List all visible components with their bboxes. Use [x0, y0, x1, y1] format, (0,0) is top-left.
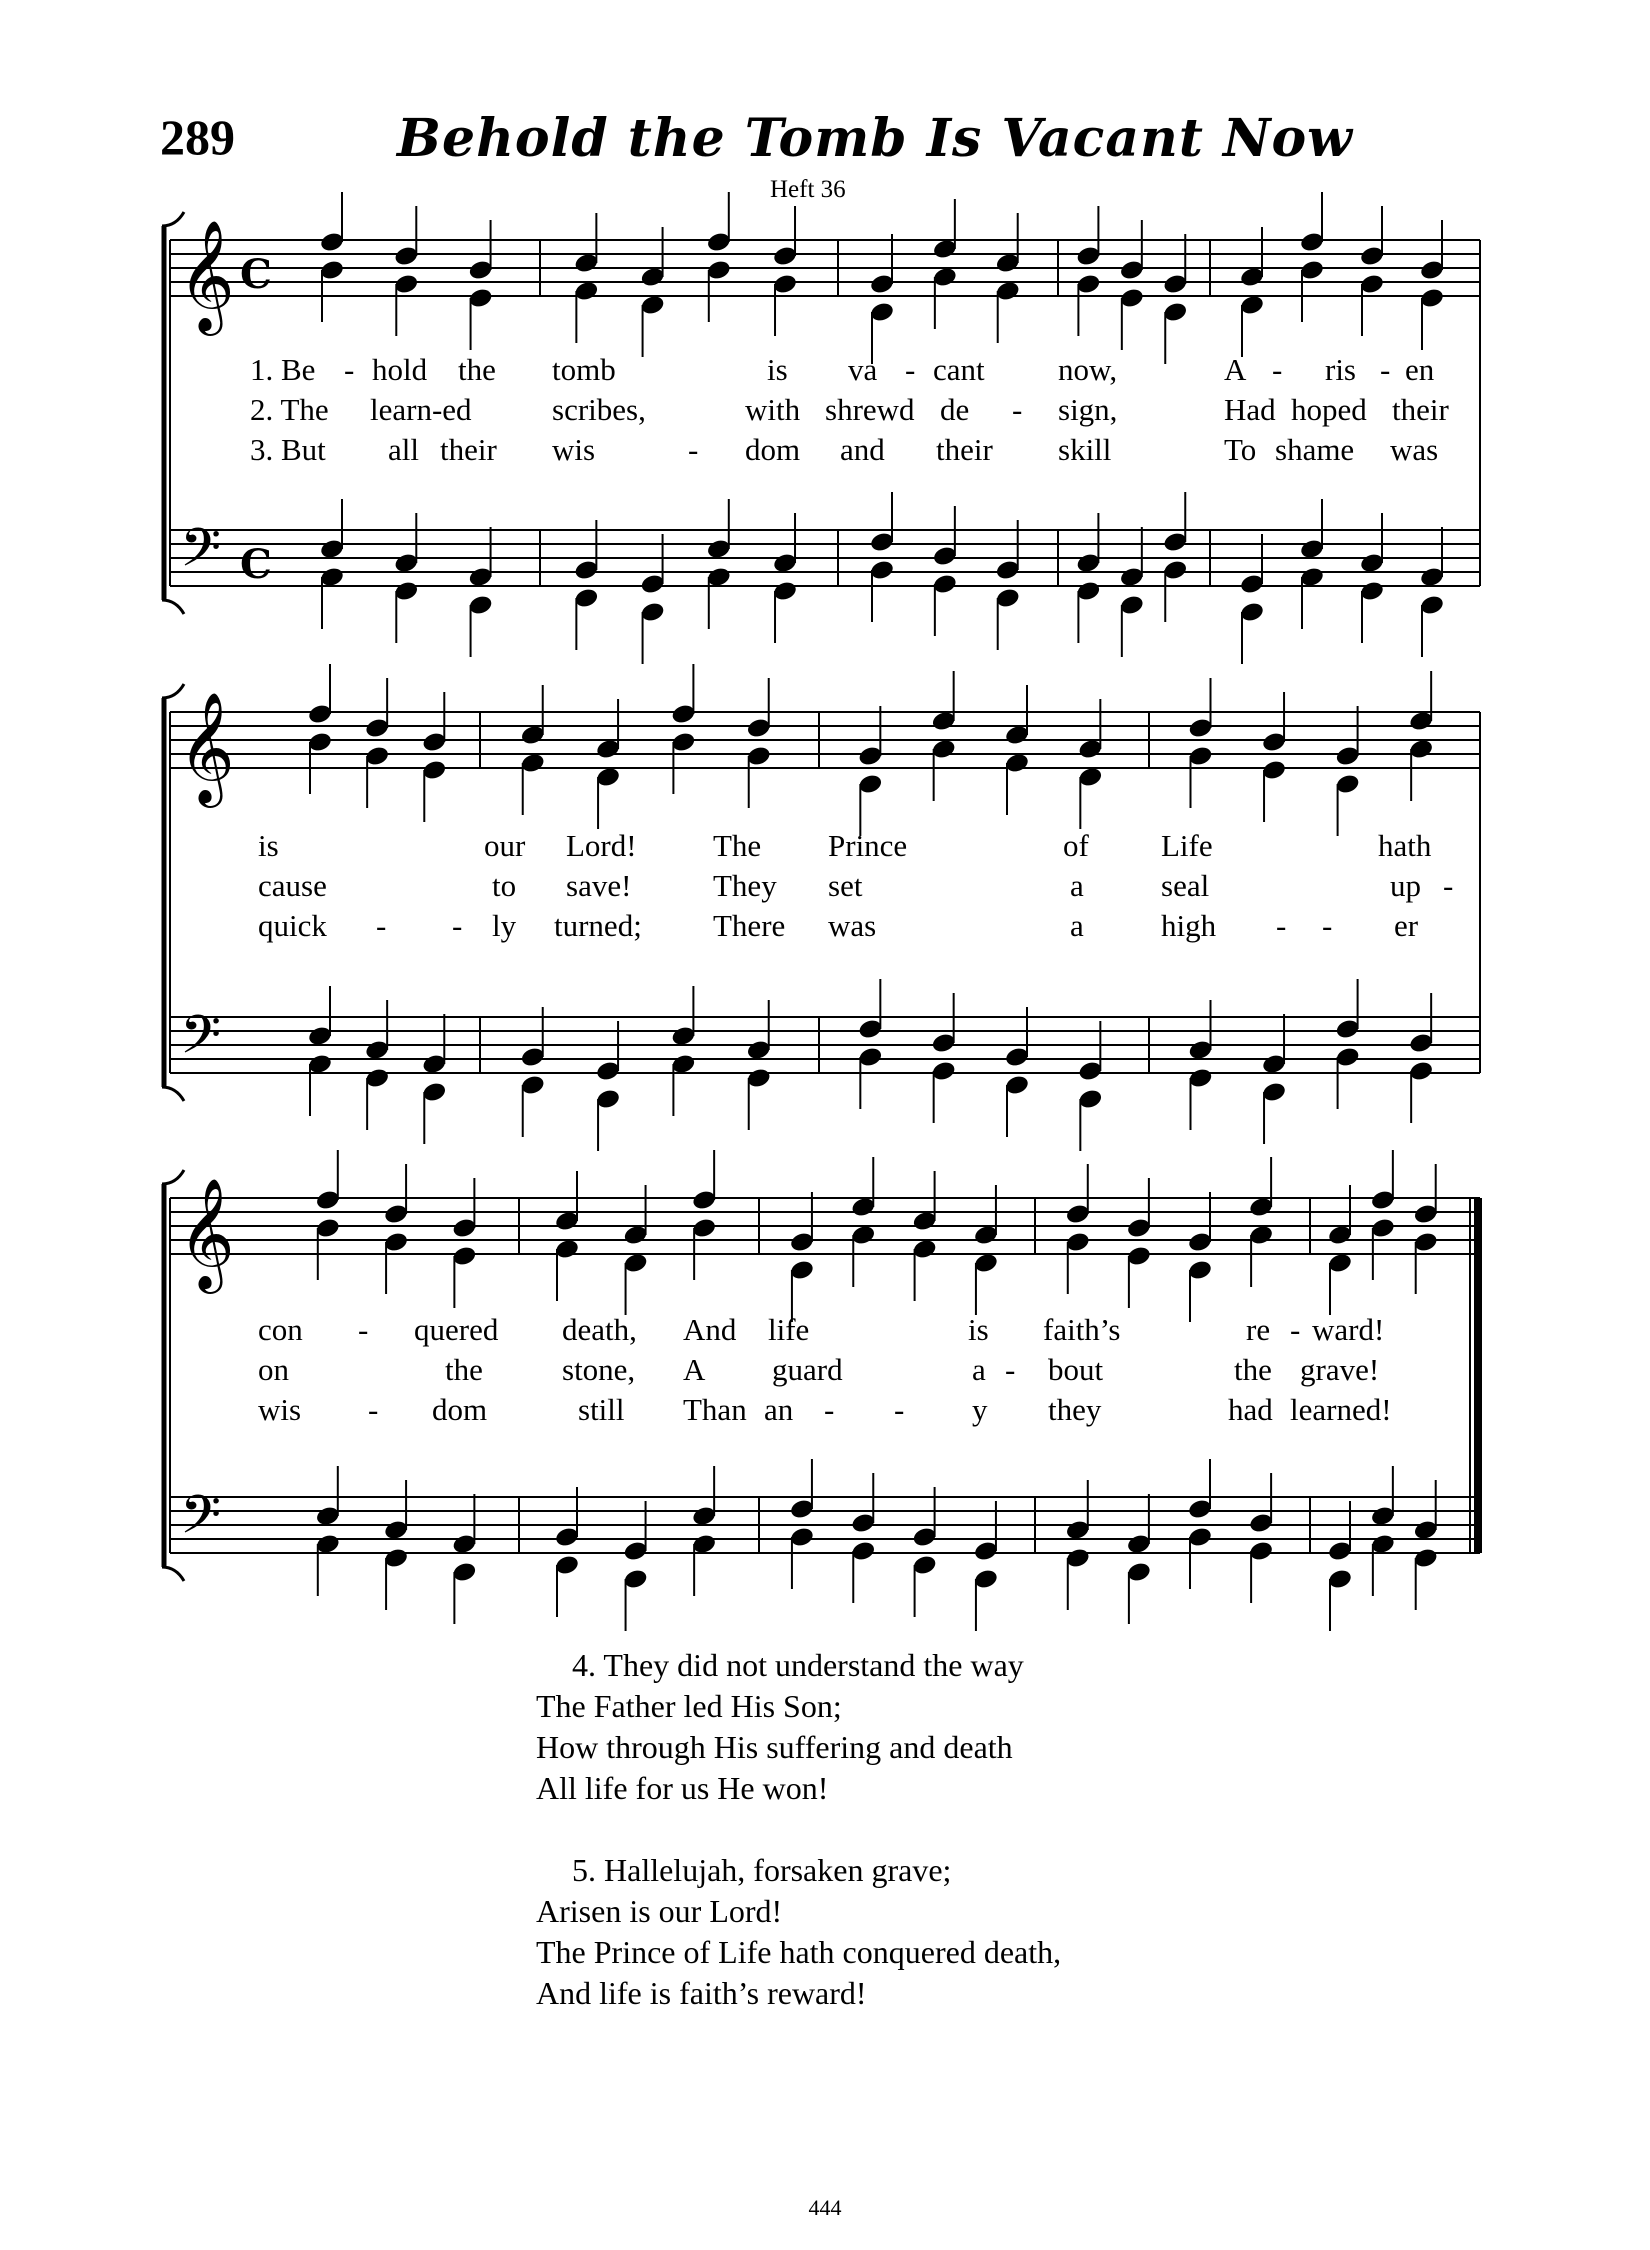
lyric: shrewd [825, 392, 915, 427]
lyric: And [683, 1312, 737, 1347]
lyric: on [258, 1352, 289, 1387]
lyric: re [1246, 1312, 1271, 1347]
lyric: - [344, 352, 355, 387]
lyric: There [713, 908, 786, 943]
lyric: - [688, 432, 699, 467]
lyric: a [1070, 908, 1084, 943]
lyric: dom [745, 432, 801, 467]
lyric: turned; [554, 908, 642, 943]
lyric: wis [258, 1392, 302, 1427]
common-time: C [240, 541, 272, 588]
bass-clef: 𝄢 [180, 518, 222, 592]
lyric: Lord! [566, 828, 637, 863]
lyric: grave! [1300, 1352, 1380, 1387]
lyric: - [1276, 908, 1287, 943]
bracket-bottom-hook [162, 1087, 184, 1101]
lyric: - [452, 908, 463, 943]
lyric: dom [432, 1392, 488, 1427]
lyric: wis [552, 432, 596, 467]
lyric: save! [566, 868, 632, 903]
hymn-title: Behold the Tomb Is Vacant Now [397, 108, 1353, 169]
stanza-5 [536, 1850, 1061, 2014]
lyric: Prince [828, 828, 908, 863]
stanza-line: The Father led His Son; [536, 1688, 842, 1724]
lyric: guard [772, 1352, 843, 1387]
lyric: had [1228, 1392, 1273, 1427]
lyric: - [1272, 352, 1283, 387]
lyric: en [1405, 352, 1435, 387]
lyric: - [1012, 392, 1023, 427]
lyric: - [824, 1392, 835, 1427]
lyric: the [445, 1352, 483, 1387]
stanza-line: 4. They did not understand the way [572, 1647, 1024, 1683]
lyric: their [1392, 392, 1449, 427]
lyric: - [368, 1392, 379, 1427]
lyric: an [764, 1392, 794, 1427]
stanza-line: How through His suffering and death [536, 1729, 1013, 1765]
lyric: faith’s [1043, 1312, 1121, 1347]
lyric: a [972, 1352, 986, 1387]
lyric: Life [1161, 828, 1213, 863]
lyric: all [388, 432, 419, 467]
lyric: - [1322, 908, 1333, 943]
treble-clef: 𝄞 [178, 691, 235, 803]
lyric: learn-ed [370, 392, 472, 427]
lyric: they [1048, 1392, 1102, 1427]
lyric: sign, [1058, 392, 1118, 427]
hymn-number: 289 [160, 109, 235, 165]
lyric: - [1290, 1312, 1301, 1347]
lyric: stone, [562, 1352, 636, 1387]
lyric: high [1161, 908, 1217, 943]
lyric: To [1224, 432, 1257, 467]
lyric: the [458, 352, 496, 387]
lyric: is [258, 828, 279, 863]
lyric: hoped [1291, 392, 1367, 427]
lyric: - [376, 908, 387, 943]
lyric: de [940, 392, 970, 427]
lyric: death, [562, 1312, 637, 1347]
lyric: ly [492, 908, 517, 943]
bass-clef: 𝄢 [180, 1485, 222, 1559]
bass-clef: 𝄢 [180, 1005, 222, 1079]
stanza-4 [536, 1645, 1061, 1809]
lyric: was [828, 908, 877, 943]
lyric: to [492, 868, 517, 903]
lyric: is [767, 352, 788, 387]
lyric: of [1063, 828, 1089, 863]
lyric: - [894, 1392, 905, 1427]
lyric: their [936, 432, 993, 467]
lyric: cant [933, 352, 985, 387]
lyric: Had [1224, 392, 1276, 427]
lyric: - [358, 1312, 369, 1347]
lyric: seal [1161, 868, 1210, 903]
lyric: cause [258, 868, 327, 903]
lyric: tomb [552, 352, 616, 387]
common-time: C [240, 251, 272, 298]
lyric: still [578, 1392, 625, 1427]
bracket-bottom-hook [162, 1567, 184, 1581]
lyric: - [1005, 1352, 1016, 1387]
lyric: was [1390, 432, 1439, 467]
lyric: up [1390, 868, 1421, 903]
lyric: ward! [1312, 1312, 1385, 1347]
lyric: y [972, 1392, 988, 1427]
stanza-line: Arisen is our Lord! [536, 1893, 783, 1929]
additional-stanzas [536, 1645, 1061, 2055]
stanza-line: The Prince of Life hath conquered death, [536, 1934, 1062, 1970]
lyric: life [768, 1312, 810, 1347]
bracket-bottom-hook [162, 600, 184, 614]
lyric: a [1070, 868, 1084, 903]
stanza-line: 5. Hallelujah, forsaken grave; [572, 1852, 952, 1888]
lyric: quered [414, 1312, 499, 1347]
lyric: con [258, 1312, 303, 1347]
lyric: and [840, 432, 885, 467]
lyric: learned! [1290, 1392, 1392, 1427]
lyric: 1. Be [250, 352, 316, 387]
lyric: the [1234, 1352, 1272, 1387]
lyric: quick [258, 908, 327, 943]
lyric: hath [1378, 828, 1432, 863]
lyric: - [905, 352, 916, 387]
lyric: with [745, 392, 801, 427]
lyric: their [440, 432, 497, 467]
lyric: shame [1275, 432, 1355, 467]
stanza-line: All life for us He won! [536, 1770, 829, 1806]
lyric: now, [1058, 352, 1118, 387]
lyric: set [828, 868, 863, 903]
lyric: hold [372, 352, 428, 387]
lyric: er [1394, 908, 1419, 943]
stanza-line: And life is faith’s reward! [536, 1975, 867, 2011]
treble-clef: 𝄞 [178, 1177, 235, 1289]
lyric: Than [683, 1392, 747, 1427]
lyric: A [1224, 352, 1247, 387]
lyric: is [968, 1312, 989, 1347]
treble-clef: 𝄞 [178, 219, 235, 331]
tune-name: Heft 36 [770, 176, 846, 203]
lyric: A [683, 1352, 706, 1387]
lyric: skill [1058, 432, 1112, 467]
lyric: - [1380, 352, 1391, 387]
lyric: The [713, 828, 762, 863]
lyric: bout [1048, 1352, 1104, 1387]
page-number: 444 [808, 2195, 842, 2220]
lyric: ris [1325, 352, 1356, 387]
lyric: 2. The [250, 392, 329, 427]
lyric: 3. But [250, 432, 326, 467]
lyric: - [1443, 868, 1454, 903]
lyric: scribes, [552, 392, 646, 427]
lyric: They [713, 868, 777, 903]
lyric: va [848, 352, 878, 387]
lyric: our [484, 828, 526, 863]
